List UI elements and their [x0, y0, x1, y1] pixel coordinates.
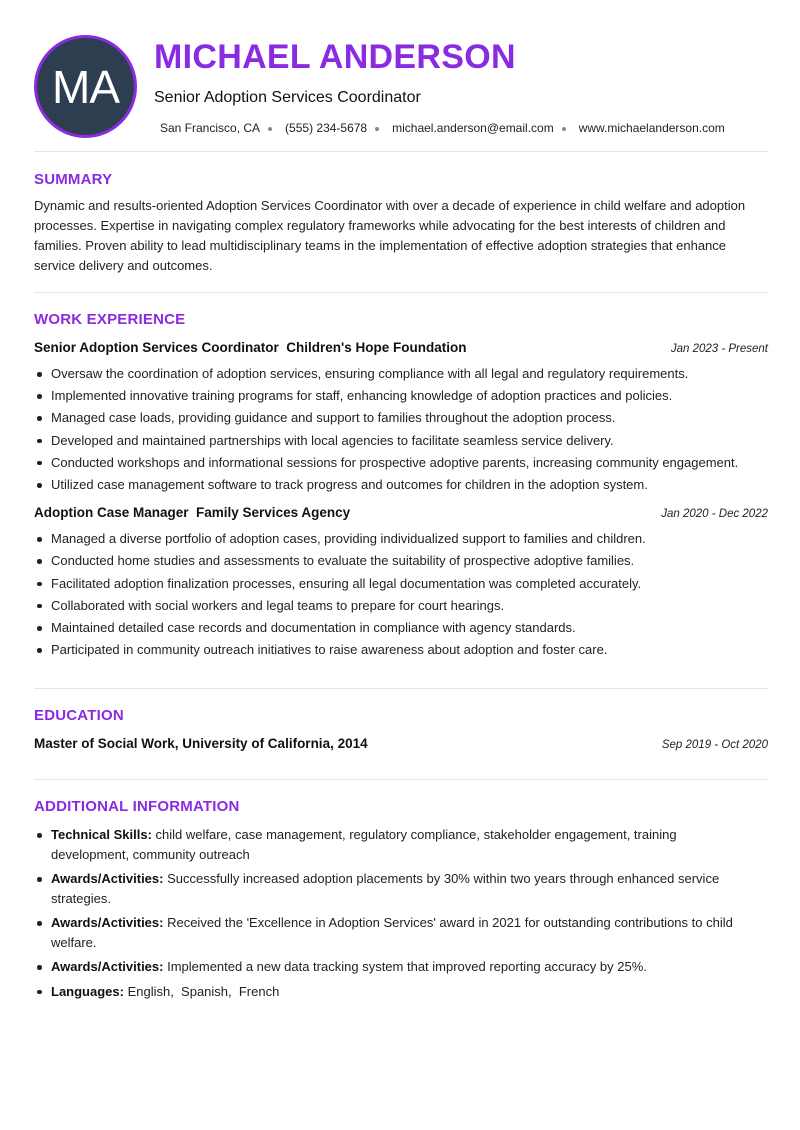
job-header — [34, 338, 768, 359]
item-label: Languages: — [51, 983, 124, 999]
resume-page — [34, 0, 768, 1006]
candidate-title: Senior Adoption Services Coordinator — [154, 89, 421, 106]
list-item — [34, 913, 754, 952]
job-dates: Jan 2023 - Present — [670, 343, 768, 355]
contact-info — [160, 120, 725, 136]
item-text: Implemented a new data tracking system that improved reporting accuracy by 25%. — [163, 959, 647, 974]
contact-phone: (555) 234-5678 — [285, 121, 368, 135]
list-item: Managed a diverse portfolio of adoption cases, providing individualized support to families and children. — [34, 528, 768, 550]
resume-header — [34, 0, 768, 151]
item-text: child welfare, case management, regulatory compliance, stakeholder engagement, training development, community outreach — [51, 827, 677, 862]
additional-list — [34, 825, 768, 1001]
bullet-separator-icon — [562, 127, 566, 131]
section-heading-summary: SUMMARY — [34, 171, 113, 188]
item-label: Awards/Activities: — [51, 959, 164, 974]
section-heading-additional: ADDITIONAL INFORMATION — [34, 798, 240, 815]
contact-email[interactable]: michael.anderson@email.com — [392, 121, 554, 135]
avatar-initials: MA — [52, 60, 119, 113]
job-entry — [34, 338, 768, 496]
job-bullets — [34, 528, 768, 661]
education-dates: Sep 2019 - Oct 2020 — [661, 739, 768, 751]
job-dates: Jan 2020 - Dec 2022 — [661, 508, 768, 521]
list-item: Implemented innovative training programs for staff, enhancing knowledge of adoption practices and policies. — [34, 385, 768, 407]
job-bullets — [34, 363, 768, 496]
bullet-separator-icon — [375, 127, 379, 131]
job-header — [34, 503, 768, 524]
list-item: Facilitated adoption finalization processes, ensuring all legal documentation was completed accurately. — [34, 573, 768, 595]
item-label: Awards/Activities: — [51, 871, 164, 886]
list-item — [34, 957, 754, 977]
list-item — [34, 869, 754, 908]
list-item: Participated in community outreach initiatives to raise awareness about adoption and foster care. — [34, 639, 768, 661]
contact-website[interactable]: www.michaelanderson.com — [578, 121, 725, 135]
list-item: Conducted workshops and informational sessions for prospective adoptive parents, increasing community engagement. — [34, 452, 768, 474]
bullet-separator-icon — [268, 127, 272, 131]
item-text: Successfully increased adoption placements by 30% within two years through enhanced service strategies. — [51, 871, 720, 906]
list-item — [34, 825, 754, 864]
section-heading-education: EDUCATION — [34, 707, 124, 724]
education-degree: Master of Social Work, University of California, 2014 — [34, 736, 368, 751]
job-role: Senior Adoption Services Coordinator Children's Hope Foundation — [34, 340, 467, 355]
education-entry — [34, 734, 768, 755]
list-item — [34, 982, 754, 1002]
list-item: Developed and maintained partnerships with local agencies to facilitate seamless service delivery. — [34, 430, 768, 452]
item-text: English, Spanish, French — [123, 983, 280, 999]
list-item: Managed case loads, providing guidance and support to families throughout the adoption process. — [34, 407, 768, 429]
job-role: Adoption Case Manager Family Services Agency — [34, 505, 351, 521]
contact-location: San Francisco, CA — [160, 121, 261, 135]
education-section — [34, 689, 768, 779]
list-item: Maintained detailed case records and documentation in compliance with agency standards. — [34, 617, 768, 639]
section-heading-experience: WORK EXPERIENCE — [34, 311, 186, 328]
item-text: Received the 'Excellence in Adoption Services' award in 2021 for outstanding contributions to child welfare. — [51, 915, 733, 950]
job-entry — [34, 503, 768, 661]
avatar — [34, 35, 137, 138]
summary-text: Dynamic and results-oriented Adoption Services Coordinator with over a decade of experience in child welfare and adoption processes. Expertise in navigating complex regulatory frameworks while advocating for the best interests of children and families. Proven ability to lead multidisciplinary teams in the implementation of effective adoption strategies that enhance service delivery and outcomes. — [34, 198, 746, 273]
additional-section — [34, 780, 768, 1001]
item-label: Technical Skills: — [51, 827, 152, 842]
summary-section — [34, 152, 768, 292]
candidate-name: MICHAEL ANDERSON — [154, 38, 516, 76]
experience-section — [34, 293, 768, 688]
list-item: Collaborated with social workers and legal teams to prepare for court hearings. — [34, 595, 768, 617]
list-item: Conducted home studies and assessments to evaluate the suitability of prospective adoptive families. — [34, 550, 768, 572]
list-item: Oversaw the coordination of adoption services, ensuring compliance with all legal and regulatory requirements. — [34, 363, 768, 385]
list-item: Utilized case management software to track progress and outcomes for children in the adoption system. — [34, 474, 768, 496]
item-label: Awards/Activities: — [51, 915, 164, 930]
